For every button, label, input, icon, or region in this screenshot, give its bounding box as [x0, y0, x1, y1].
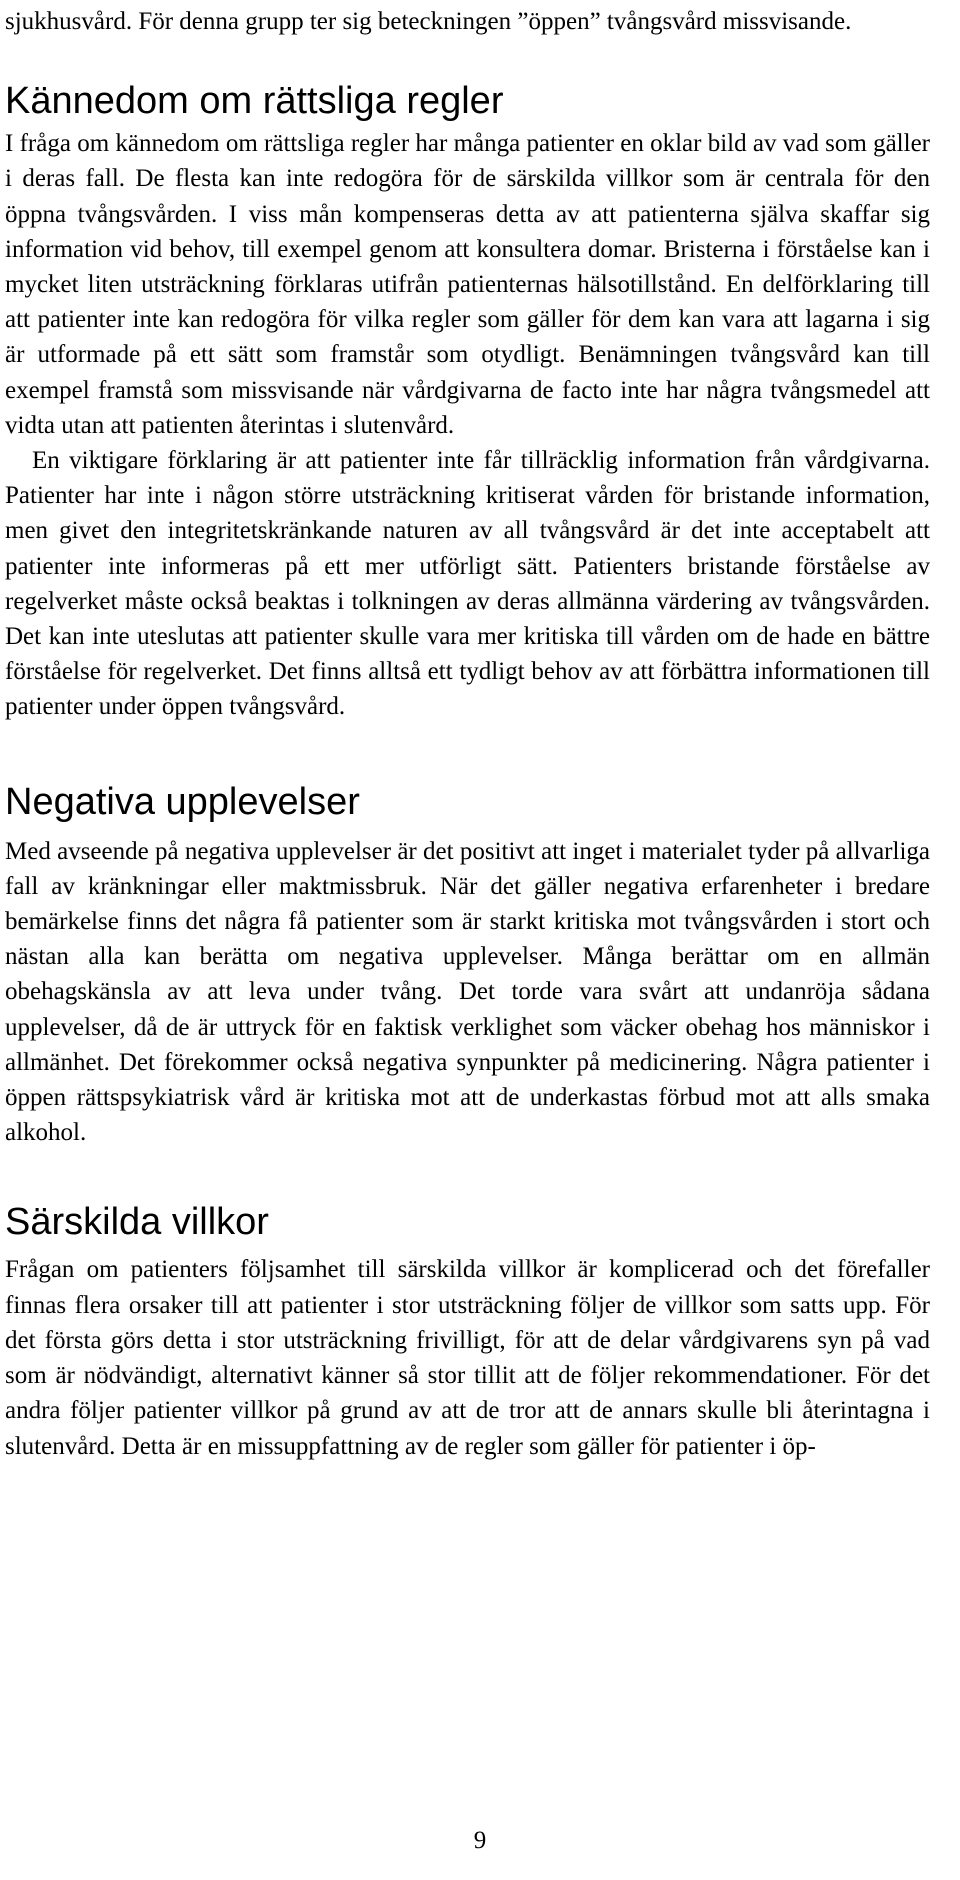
- document-page: [5, 4, 930, 1464]
- section-heading: Negativa upplevelser: [5, 780, 360, 823]
- section-heading: Kännedom om rättsliga regler: [5, 80, 504, 123]
- page-number: 9: [473, 1827, 487, 1854]
- section-sarskilda-villkor: [5, 1200, 930, 1463]
- section-heading: Särskilda villkor: [5, 1201, 269, 1244]
- intro-paragraph: sjukhusvård. För denna grupp ter sig beteckningen ”öppen” tvångsvård missvisande.: [5, 8, 852, 35]
- intro-section: [5, 4, 930, 39]
- body-paragraph: I fråga om kännedom om rättsliga regler har många patienter en oklar bild av vad som gäller i deras fall. De flesta kan inte redogöra för de särskilda villkor som är centrala för den öppna tvångsvården. I viss mån kompenseras detta av att patienterna själva skaffar sig information vid behov, till exempel genom att konsultera domar. Bristerna i förståelse kan i mycket liten utsträckning förklaras utifrån patienternas hälsotillstånd. En delförklaring till att patienter inte kan redogöra för vilka regler som gäller för dem kan vara att lagarna i sig är utformade på ett sätt som framstår som otydligt. Benämningen tvångsvård kan till exempel framstå som missvisande när vårdgivarna de facto inte har några tvångsmedel att vidta utan att patienten återintas i slutenvård.: [5, 130, 930, 439]
- section-kannedom: [5, 79, 930, 724]
- body-paragraph: En viktigare förklaring är att patienter inte får tillräcklig information från vårdgivarna. Patienter har inte i någon större utsträckning kritiserat vården för bristande information, men givet den integritetskränkande naturen av all tvångsvård är det inte acceptabelt att patienter inte informeras på ett mer utförligt sätt. Patienters bristande förståelse av regelverket måste också beaktas i tolkningen av deras allmänna värdering av tvångsvården. Det kan inte uteslutas att patienter skulle vara mer kritiska till vården om de hade en bättre förståelse för regelverket. Det finns alltså ett tydligt behov av att förbättra informationen till patienter under öppen tvångsvård.: [5, 447, 930, 721]
- section-negativa-upplevelser: [5, 780, 930, 1151]
- body-paragraph: Frågan om patienters följsamhet till särskilda villkor är komplicerad och det förefaller finnas flera orsaker till att patienter i stor utsträckning följer de villkor som satts upp. För det första görs detta i stor utsträckning frivilligt, för att de delar vårdgivarens syn på vad som är nödvändigt, alternativt känner så stor tillit att de följer rekommendationer. För det andra följer patienter villkor på grund av att de tror att de annars skulle bli återintagna i slutenvård. Detta är en missuppfattning av de regler som gäller för patienter i öp-: [5, 1256, 930, 1460]
- body-paragraph: Med avseende på negativa upplevelser är det positivt att inget i materialet tyder på allvarliga fall av kränkningar eller maktmissbruk. När det gäller negativa erfarenheter i bredare bemärkelse finns det några få patienter som är starkt kritiska mot tvångsvården i stort och nästan alla kan berätta om negativa upplevelser. Många berättar om en allmän obehagskänsla av att leva under tvång. Det torde vara svårt att undanröja sådana upplevelser, då de är uttryck för en faktisk verklighet som väcker obehag hos människor i allmänhet. Det förekommer också negativa synpunkter på medicinering. Några patienter i öppen rättspsykiatrisk vård är kritiska mot att de underkastas förbud mot att alls smaka alkohol.: [5, 837, 930, 1147]
